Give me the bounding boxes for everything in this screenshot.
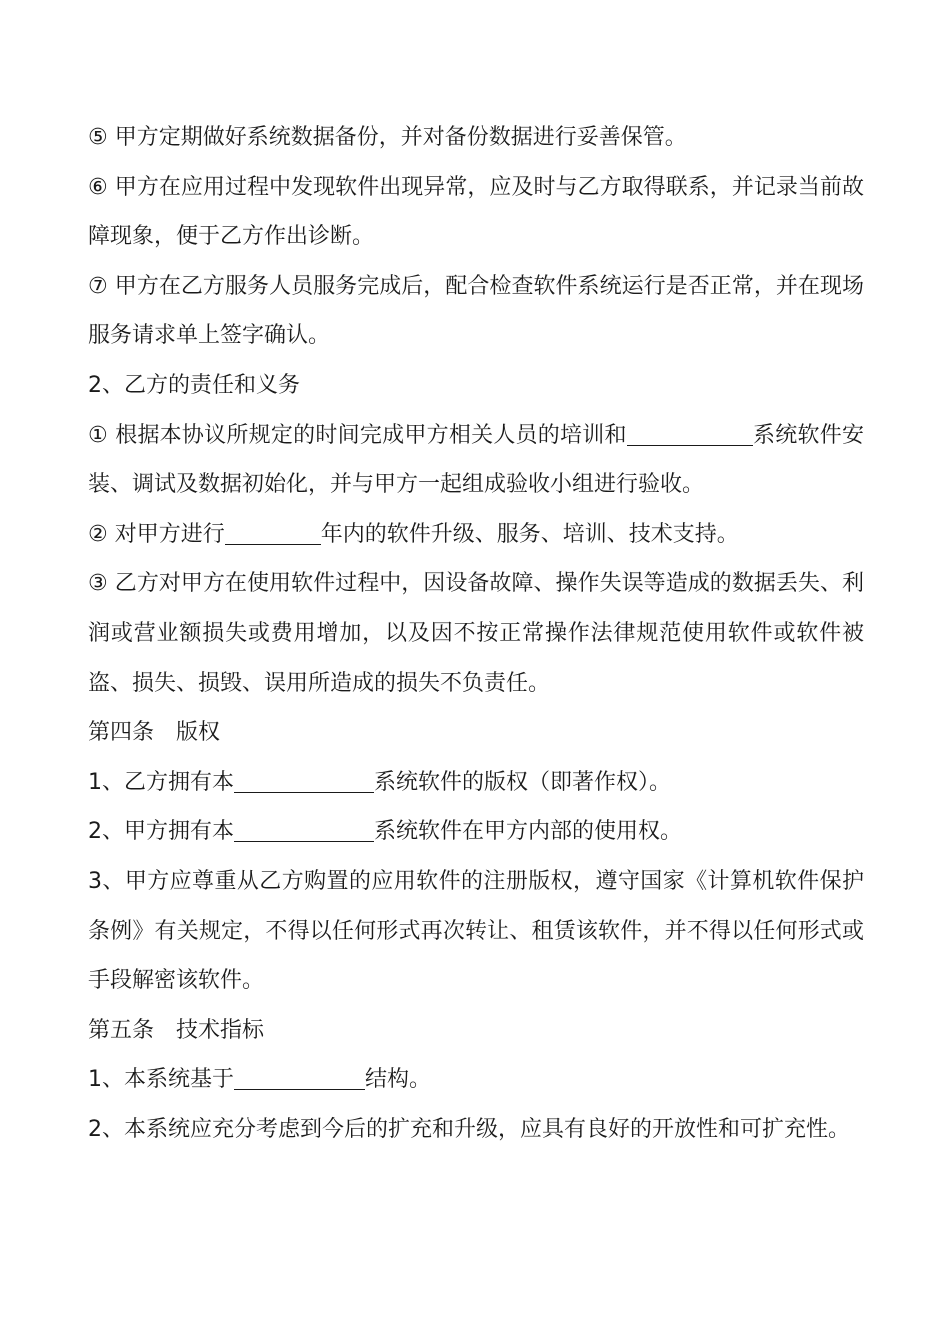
article5-item2: 2、本系统应充分考虑到今后的扩充和升级，应具有良好的开放性和可扩充性。 [88,1116,850,1142]
section-heading-party-b: 2、乙方的责任和义务 [88,372,300,398]
architecture-text-before: 1、本系统基于 [88,1067,234,1093]
paragraph-backup: ⑤ 甲方定期做好系统数据备份，并对备份数据进行妥善保管。 [88,125,687,150]
blank-years-field[interactable] [225,514,321,545]
article5-item1 [88,1055,864,1105]
years-text-after: 年内的软件升级、服务、培训、技术支持。 [320,521,739,547]
years-text-before: ② 对甲方进行 [88,521,225,547]
article4-item2 [88,807,864,857]
training-text-after: 系统软件安装、调试及数据初始化，并与甲方一起组成验收小组进行验收。 [88,422,864,498]
copyright-text-after: 系统软件的版权（即著作权）。 [374,769,672,795]
article5-heading: 第五条 技术指标 [88,1017,265,1043]
usage-text-before: 2、甲方拥有本 [88,819,234,845]
blank-architecture-field[interactable] [234,1059,365,1090]
article4-item1 [88,758,864,808]
blank-copyright-system-field[interactable] [234,762,374,793]
article4-heading: 第四条 版权 [88,720,221,746]
copyright-text-before: 1、乙方拥有本 [88,769,234,795]
usage-text-after: 系统软件在甲方内部的使用权。 [374,819,683,845]
article4-item3: 3、甲方应尊重从乙方购置的应用软件的注册版权，遵守国家《计算机软件保护条例》有关规定，不得以任何形式再次转让、租赁该软件，并不得以任何形式或手段解密该软件。 [88,868,864,994]
document-body [88,113,864,1154]
architecture-text-after: 结构。 [365,1067,432,1093]
paragraph-training [88,411,864,510]
training-text-before: ① 根据本协议所规定的时间完成甲方相关人员的培训和 [88,422,627,448]
blank-usage-system-field[interactable] [234,811,374,842]
paragraph-service-confirm: ⑦ 甲方在乙方服务人员服务完成后，配合检查软件系统运行是否正常，并在现场服务请求单上签字确认。 [88,273,864,349]
paragraph-liability: ③ 乙方对甲方在使用软件过程中，因设备故障、操作失误等造成的数据丢失、利润或营业额损失或费用增加，以及因不按正常操作法律规范使用软件或软件被盗、损失、损毁、误用所造成的损失不负责任。 [88,571,864,696]
paragraph-years [88,510,864,560]
paragraph-fault-report: ⑥ 甲方在应用过程中发现软件出现异常，应及时与乙方取得联系，并记录当前故障现象，便于乙方作出诊断。 [88,174,864,250]
blank-system-name-field[interactable] [627,415,753,446]
